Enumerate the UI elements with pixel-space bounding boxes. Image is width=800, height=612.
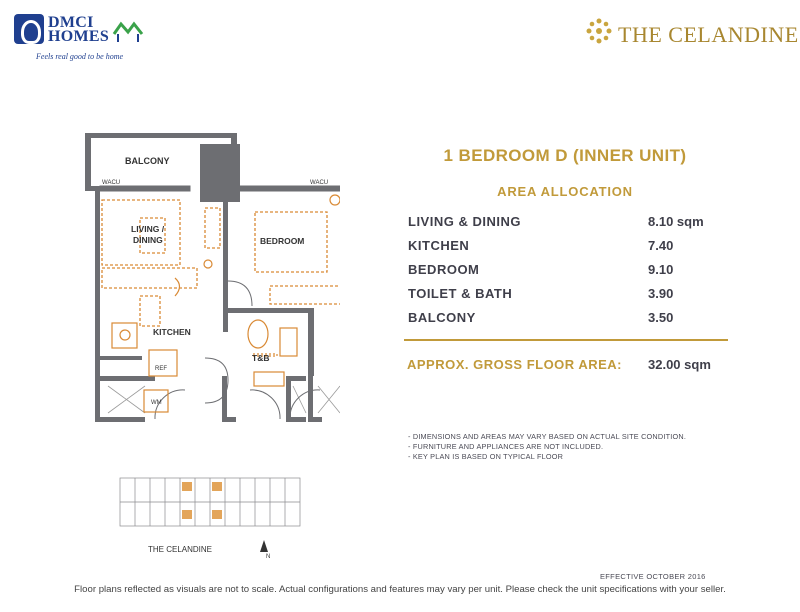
area-row-value: 8.10 sqm [648, 214, 704, 229]
living-label-line2: DINING [133, 235, 163, 245]
note-line: - DIMENSIONS AND AREAS MAY VARY BASED ON ACTUAL SITE CONDITION. [408, 432, 687, 441]
living-label-line1: LIVING / [131, 224, 165, 234]
north-label: N [266, 554, 271, 560]
wm-label: WM [151, 400, 162, 406]
gold-divider [404, 339, 728, 341]
balcony-label: BALCONY [125, 156, 170, 166]
house-icon [112, 18, 144, 44]
developer-name: DMCI HOMES [48, 14, 110, 45]
unit-title: 1 BEDROOM D (INNER UNIT) [443, 146, 687, 165]
area-row-label: KITCHEN [408, 238, 470, 253]
north-arrow-icon [260, 540, 268, 552]
note-line: - FURNITURE AND APPLIANCES ARE NOT INCLUDED. [408, 442, 604, 451]
project-name: THE CELANDINE [618, 22, 799, 47]
note-line: - KEY PLAN IS BASED ON TYPICAL FLOOR [408, 452, 564, 461]
area-row-value: 7.40 [648, 238, 674, 253]
ref-label: REF [155, 366, 167, 372]
area-row-label: LIVING & DINING [408, 214, 521, 229]
gross-floor-area-value: 32.00 sqm [648, 357, 711, 372]
dmci-emblem-icon [14, 14, 44, 44]
area-row-label: TOILET & BATH [408, 286, 513, 301]
area-row-value: 3.50 [648, 310, 674, 325]
kitchen-label: KITCHEN [153, 327, 191, 337]
unit-floor-plan [80, 128, 340, 444]
the-celandine-logo [584, 14, 799, 54]
area-allocation-heading: AREA ALLOCATION [497, 184, 633, 199]
key-plan-label: THE CELANDINE [148, 545, 213, 554]
bedroom-label: BEDROOM [260, 236, 305, 246]
area-row-value: 9.10 [648, 262, 674, 277]
wacu-left-label: WACU [102, 180, 121, 186]
tb-label: T&B [252, 353, 270, 363]
developer-tagline: Feels real good to be home [36, 52, 124, 61]
area-row-label: BALCONY [408, 310, 476, 325]
disclaimer: Floor plans reflected as visuals are not to scale. Actual configurations and features may vary per unit. Please check the unit specifications with your seller. [74, 584, 726, 595]
dmci-homes-logo [14, 14, 146, 66]
wacu-right-label: WACU [310, 180, 329, 186]
gross-floor-area-label: APPROX. GROSS FLOOR AREA: [407, 357, 622, 372]
area-row-value: 3.90 [648, 286, 674, 301]
flower-icon [584, 16, 614, 46]
key-plan [110, 466, 310, 562]
area-row-label: BEDROOM [408, 262, 480, 277]
effective-date: EFFECTIVE OCTOBER 2016 [600, 572, 706, 581]
